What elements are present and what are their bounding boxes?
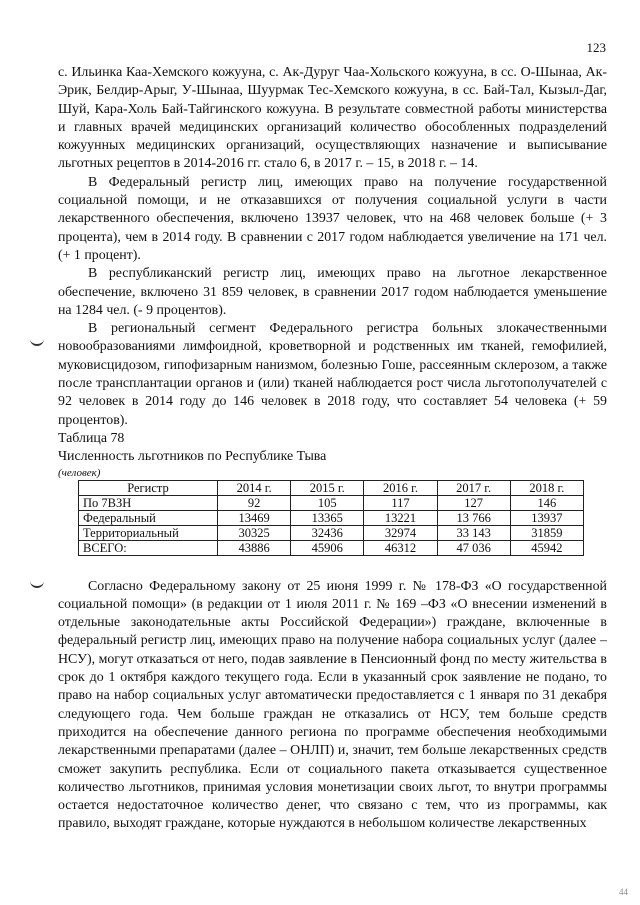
corner-mark: 44 (619, 887, 628, 897)
table-cell: 32436 (291, 525, 364, 540)
table-cell: 13937 (510, 510, 583, 525)
row-header: Федеральный (79, 510, 218, 525)
table-header-row (79, 480, 584, 495)
row-header: ВСЕГО: (79, 540, 218, 555)
margin-pencil-mark (30, 336, 44, 346)
table-cell: 33 143 (437, 525, 510, 540)
table-title: Численность льготников по Республике Тыва (58, 449, 327, 465)
column-header: 2017 г. (437, 480, 510, 495)
table-cell: 13365 (291, 510, 364, 525)
row-header: По 7ВЗН (79, 495, 218, 510)
table-cell: 92 (218, 495, 291, 510)
paragraph: В республиканский регистр лиц, имеющих право на льготное лекарственное обеспечение, включено 31 859 человек, в сравнении 2017 годом наблюдается уменьшение на 1284 чел. (- 9 процентов). (58, 266, 607, 318)
table-row (79, 525, 584, 540)
column-header: Регистр (79, 480, 218, 495)
table-cell: 31859 (510, 525, 583, 540)
table-cell: 117 (364, 495, 437, 510)
margin-pencil-mark (30, 578, 44, 588)
document-body (58, 64, 607, 834)
paragraph: с. Ильинка Каа-Хемского кожууна, с. Ак-Дуруг Чаа-Хольского кожууна, в сс. О-Шынаа, Ак-Эрик, Белдир-Арыг, У-Шынаа, Шуурмак Тес-Хемского кожууна, в сс. Бай-Тал, Кызыл-Даг, Шуй, Кара-Холь Бай-Тайгинского кожууна. В результате совместной работы министерства и главных врачей медицинских организаций количество обособленных подразделений кожуунных медицинских организаций, осуществляющих назначение и выписывание льготных рецептов в 2014-2016 гг. стало 6, в 2017 г. – 15, в 2018 г. – 14. (58, 65, 607, 172)
table-cell: 13469 (218, 510, 291, 525)
paragraph: В Федеральный регистр лиц, имеющих право на получение государственной социальной помощи, и не отказавшихся от получения социальной услуги в части лекарственного обеспечения, включено 13937 человек, что на 468 человек больше (+ 3 процента), чем в 2014 году. В сравнении с 2017 годом наблюдается увеличение на 171 чел. (+ 1 процент). (58, 174, 607, 263)
table-cell: 43886 (218, 540, 291, 555)
table-cell: 32974 (364, 525, 437, 540)
column-header: 2015 г. (291, 480, 364, 495)
table-cell: 30325 (218, 525, 291, 540)
page-number: 123 (586, 40, 606, 55)
table-row-total (79, 540, 584, 555)
column-header: 2018 г. (510, 480, 583, 495)
column-header: 2016 г. (364, 480, 437, 495)
paragraph: Согласно Федеральному закону от 25 июня 1999 г. № 178-ФЗ «О государственной социальной помощи» (в редакции от 1 июля 2011 г. № 169 –ФЗ «О внесении изменений в отдельные законодательные акты Российской Федерации») граждане, включенные в федеральный регистр лиц, имеющих право на получение набора социальных услуг (далее – НСУ), могут отказаться от него, подав заявление в Пенсионный фонд по месту жительства в срок до 1 октября каждого текущего года. Если в указанный срок заявление не подано, то право на набор социальных услуг автоматически предоставляется с 1 января по 31 декабря следующего года. Чем больше граждан не отказались от НСУ, тем больше средств приходится на обеспечение данного региона по программе обеспечения необходимыми лекарственными препаратами (далее – ОНЛП) и, значит, тем больше лекарственных средств сможет закупить республика. Если от социального пакета отказывается существенное количество льготников, принимая условия монетизации своих льгот, то внутри программы остается недостаточное количество денег, что связано с тем, что из программы, как правило, выходят граждане, которые нуждаются в небольшом количестве лекарственных (58, 578, 607, 832)
beneficiaries-table (78, 480, 584, 556)
table-cell: 105 (291, 495, 364, 510)
table-cell: 127 (437, 495, 510, 510)
column-header: 2014 г. (218, 480, 291, 495)
table-row (79, 510, 584, 525)
table-cell: 45906 (291, 540, 364, 555)
paragraph: В региональный сегмент Федерального регистра больных злокачественными новообразованиями лимфоидной, кроветворной и родственных им тканей, гемофилией, муковисцидозом, гипофизарным нанизмом, болезнью Гоше, рассеянным склерозом, а также после трансплантации органов и (или) тканей наблюдается рост числа льготополучателей с 92 человек в 2014 году до 146 человек в 2018 году, что составляет 54 человека (+ 59 процентов). (58, 321, 607, 428)
table-row (79, 495, 584, 510)
table-cell: 46312 (364, 540, 437, 555)
table-cell: 45942 (510, 540, 583, 555)
row-header: Территориальный (79, 525, 218, 540)
table-unit: (человек) (58, 466, 101, 479)
table-cell: 47 036 (437, 540, 510, 555)
table-cell: 146 (510, 495, 583, 510)
table-cell: 13221 (364, 510, 437, 525)
table-cell: 13 766 (437, 510, 510, 525)
table-label: Таблица 78 (58, 430, 125, 446)
